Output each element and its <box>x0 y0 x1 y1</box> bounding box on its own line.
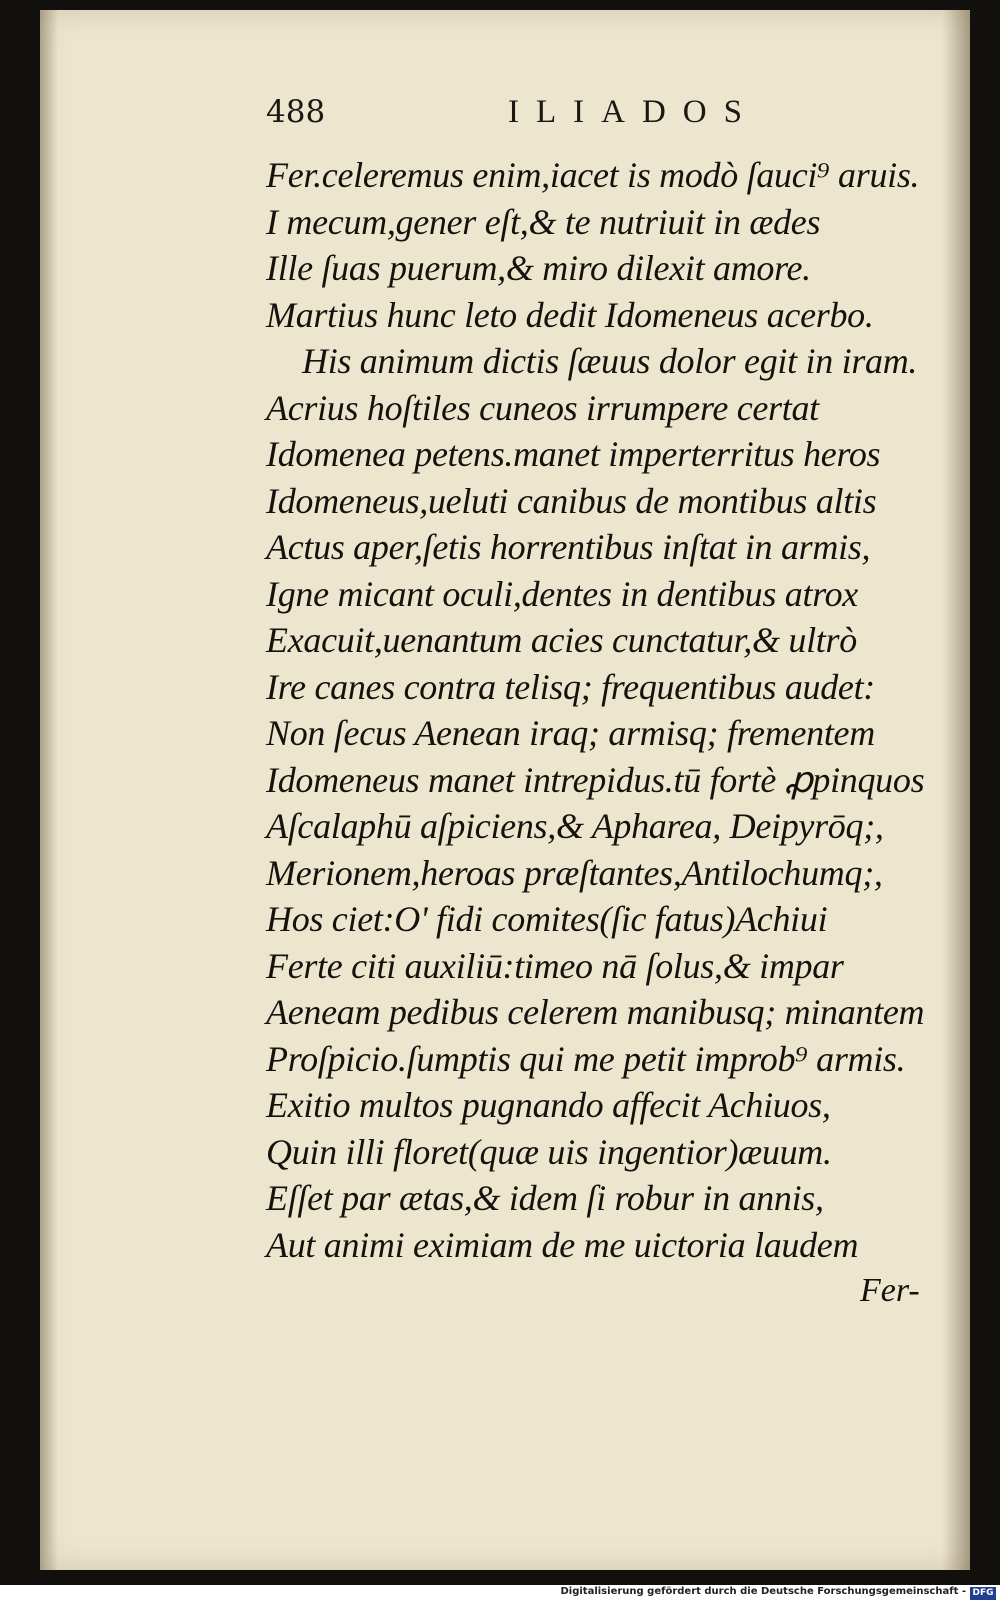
verse-line: Idomeneus,ueluti canibus de montibus altis <box>266 480 877 521</box>
verse-line: His animum dictis ſæuus dolor egit in iram. <box>302 341 918 381</box>
verse-line: Exacuit,uenantum acies cunctatur,& ultrò <box>266 620 857 660</box>
running-head: ILIADOS <box>508 94 759 130</box>
verse-line: Exitio multos pugnando affecit Achiuos, <box>266 1085 831 1125</box>
verse-line: Ire canes contra telisq; frequentibus audet: <box>266 666 875 707</box>
verse-line: I mecum,gener eſt,& te nutriuit in ædes <box>266 201 821 242</box>
verse-line: Martius hunc leto dedit Idomeneus acerbo. <box>266 294 874 335</box>
page-number: 488 <box>266 94 326 130</box>
verse-line: Acrius hoſtiles cuneos irrumpere certat <box>266 387 819 428</box>
verse-line: Idomeneus manet intrepidus.tū fortè ꝓpinquos <box>266 759 925 800</box>
verse-line: Eſſet par ætas,& idem ſi robur in annis, <box>266 1178 824 1218</box>
verse-line: Quin illi floret(quæ uis ingentior)æuum. <box>266 1131 832 1172</box>
verse-line: Idomenea petens.manet imperterritus heros <box>266 434 881 474</box>
verse-line: Ille ſuas puerum,& miro dilexit amore. <box>266 248 811 288</box>
verse-line: Actus aper,ſetis horrentibus inſtat in armis, <box>266 527 871 567</box>
page-gutter-shadow <box>40 10 58 1570</box>
verse-line: Proſpicio.ſumptis qui me petit improb⁹ armis. <box>266 1038 906 1079</box>
verse-line: Hos ciet:O' fidi comites(ſic fatus)Achiui <box>266 899 828 939</box>
dfg-logo-icon: DFG <box>970 1587 996 1600</box>
page-edge-shadow <box>942 10 970 1570</box>
verse-line: Non ſecus Aenean iraq; armisq; frementem <box>266 713 875 753</box>
verse-line: Aeneam pedibus celerem manibusq; minantem <box>266 992 925 1032</box>
book-page <box>40 10 970 1570</box>
verse-line: Aut animi eximiam de me uictoria laudem <box>266 1224 859 1265</box>
page-header <box>266 94 826 134</box>
verse-line: Fer.celeremus enim,iacet is modò ſauci⁹ aruis. <box>266 155 920 195</box>
verse-line: Aſcalaphū aſpiciens,& Apharea, Deipyrōq;, <box>266 806 884 846</box>
funding-credit: Digitalisierung gefördert durch die Deutsche Forschungsgemeinschaft - <box>560 1586 966 1597</box>
verse-line: Merionem,heroas præſtantes,Antilochumq;, <box>266 852 883 893</box>
verse-line: Igne micant oculi,dentes in dentibus atrox <box>266 573 858 614</box>
verse-line: Ferte citi auxiliū:timeo nā ſolus,& impar <box>266 945 844 986</box>
catchword: Fer- <box>860 1272 920 1309</box>
verse-text-block <box>266 152 946 1268</box>
digitization-footer <box>0 1585 1000 1603</box>
